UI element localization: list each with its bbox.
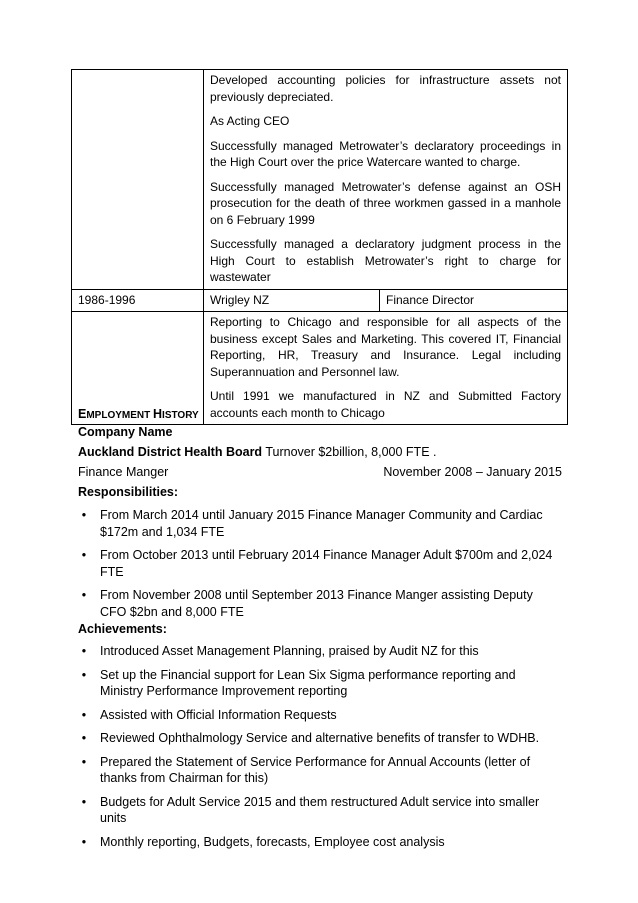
table-cell-company: Wrigley NZ <box>204 289 380 312</box>
company-line <box>78 444 562 461</box>
table-cell-role: Finance Director <box>380 289 568 312</box>
description-paragraph: Developed accounting policies for infrastructure assets not previously depreciated. <box>210 73 561 104</box>
table-cell-period <box>72 70 204 290</box>
position-line <box>78 464 562 481</box>
position-title: Finance Manger <box>78 465 169 479</box>
responsibilities-label: Responsibilities: <box>78 485 179 499</box>
list-item: • From November 2008 until September 2013 Finance Manger assisting Deputy CFO $2bn and 8,000 FTE <box>78 587 556 620</box>
bullet-icon: • <box>81 508 87 522</box>
list-item: • Monthly reporting, Budgets, forecasts, Employee cost analysis <box>78 834 556 851</box>
bullet-icon: • <box>81 588 87 602</box>
table-row <box>72 70 568 290</box>
list-item: • From March 2014 until January 2015 Finance Manager Community and Cardiac $172m and 1,034 FTE <box>78 507 556 540</box>
company-name: Auckland District Health Board <box>78 445 263 459</box>
table-row <box>72 289 568 312</box>
table-cell-description <box>204 70 568 290</box>
description-paragraph: As Acting CEO <box>210 114 290 128</box>
description-paragraph: Successfully managed a declaratory judgment process in the High Court to establish Metrowater’s right to charge for wastewater <box>210 237 561 284</box>
list-item: • Assisted with Official Information Requests <box>78 707 556 724</box>
career-table <box>71 69 568 425</box>
bullet-icon: • <box>81 548 87 562</box>
bullet-icon: • <box>81 731 87 745</box>
list-item: • From October 2013 until February 2014 Finance Manager Adult $700m and 2,024 FTE <box>78 547 556 580</box>
employment-dates: November 2008 – January 2015 <box>383 465 562 479</box>
bullet-icon: • <box>81 834 87 849</box>
list-item: • Reviewed Ophthalmology Service and alternative benefits of transfer to WDHB. <box>78 730 556 747</box>
company-label: Company Name <box>78 425 173 439</box>
achievements-list <box>78 643 556 857</box>
employment-history-heading: EMPLOYMENT HISTORY <box>78 407 199 421</box>
description-paragraph: Until 1991 we manufactured in NZ and Submitted Factory accounts each month to Chicago <box>210 389 561 420</box>
list-item: • Prepared the Statement of Service Performance for Annual Accounts (letter of thanks from Chairman for this) <box>78 754 556 787</box>
bullet-icon: • <box>81 707 87 722</box>
bullet-icon: • <box>81 667 87 682</box>
responsibilities-list <box>78 507 556 627</box>
bullet-icon: • <box>81 754 87 769</box>
company-detail: Turnover $2billion, 8,000 FTE . <box>262 445 437 459</box>
list-item: • Set up the Financial support for Lean Six Sigma performance reporting and Ministry Performance Improvement reporting <box>78 667 556 700</box>
bullet-icon: • <box>81 794 87 809</box>
table-cell-period: 1986-1996 <box>72 289 204 312</box>
description-paragraph: Successfully managed Metrowater’s defense against an OSH prosecution for the death of three workmen gassed in a manhole on 6 February 1999 <box>210 179 561 227</box>
list-item: • Introduced Asset Management Planning, praised by Audit NZ for this <box>78 643 556 660</box>
achievements-label: Achievements: <box>78 622 167 636</box>
bullet-icon: • <box>81 644 87 658</box>
description-paragraph: Successfully managed Metrowater’s declaratory proceedings in the High Court over the price Watercare wanted to charge. <box>210 138 561 169</box>
description-paragraph: Reporting to Chicago and responsible for all aspects of the business except Sales and Marketing. This covered IT, Financial Reporting, HR, Treasury and Insurance. Legal including Superannuation and Personnel law. <box>210 315 561 379</box>
list-item: • Budgets for Adult Service 2015 and them restructured Adult service into smaller units <box>78 794 556 827</box>
